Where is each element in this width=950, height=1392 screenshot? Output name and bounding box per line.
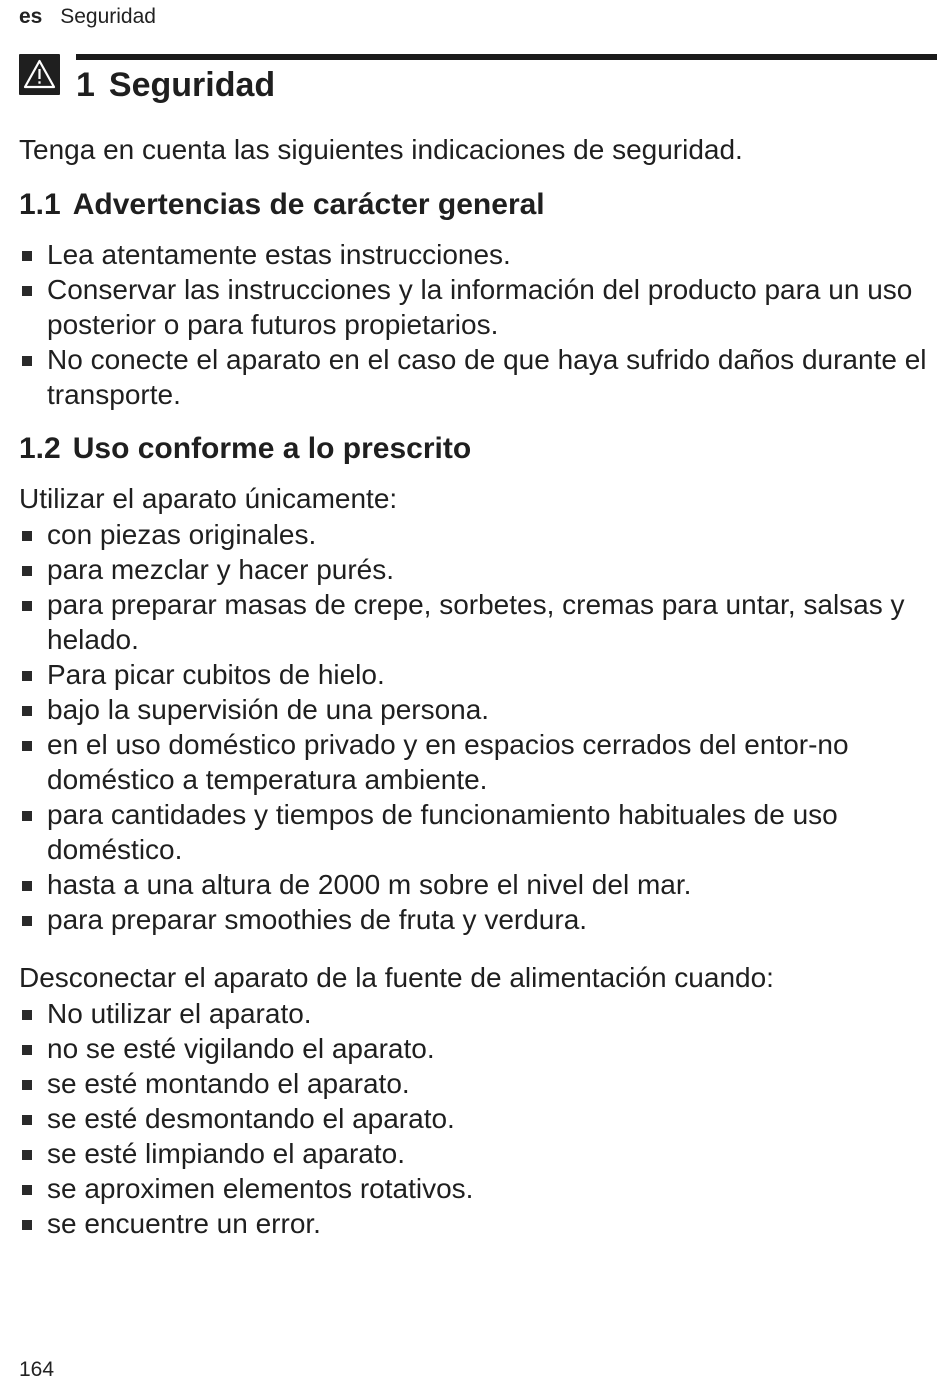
page-header	[19, 5, 156, 29]
title-number: 1	[76, 66, 95, 104]
list-item: No conecte el aparato en el caso de que haya sufrido daños durante el transporte.	[19, 342, 939, 412]
list-item: Conservar las instrucciones y la información del producto para un uso posterior o para futuros propietarios.	[19, 272, 939, 342]
list-item: se esté montando el aparato.	[19, 1066, 939, 1101]
list-item: se encuentre un error.	[19, 1206, 939, 1241]
list-item: bajo la supervisión de una persona.	[19, 692, 939, 727]
section-number: 1.2	[19, 432, 61, 465]
section-number: 1.1	[19, 188, 61, 221]
intro-text: Tenga en cuenta las siguientes indicaciones de seguridad.	[19, 134, 743, 165]
disconnect-lead-text: Desconectar el aparato de la fuente de alimentación cuando:	[19, 962, 774, 993]
section-title: Advertencias de carácter general	[72, 188, 545, 221]
section-title: Uso conforme a lo prescrito	[72, 432, 472, 465]
list-item: para mezclar y hacer purés.	[19, 552, 939, 587]
section-heading-general	[19, 188, 545, 222]
section-heading-use	[19, 432, 471, 466]
list-item: para preparar masas de crepe, sorbetes, cremas para untar, salsas y helado.	[19, 587, 939, 657]
language-code: es	[19, 5, 43, 28]
intended-use-list	[19, 517, 939, 937]
list-item: No utilizar el aparato.	[19, 996, 939, 1031]
title-text: Seguridad	[108, 66, 276, 104]
list-item: en el uso doméstico privado y en espacios cerrados del entor-no doméstico a temperatura ambiente.	[19, 727, 939, 797]
list-item: Lea atentamente estas instrucciones.	[19, 237, 939, 272]
header-section: Seguridad	[60, 5, 156, 28]
disconnect-conditions-list	[19, 996, 939, 1241]
warning-icon	[19, 54, 60, 95]
list-item: hasta a una altura de 2000 m sobre el nivel del mar.	[19, 867, 939, 902]
list-item: se aproximen elementos rotativos.	[19, 1171, 939, 1206]
header-rule	[76, 54, 937, 60]
list-item: Para picar cubitos de hielo.	[19, 657, 939, 692]
use-lead-text: Utilizar el aparato únicamente:	[19, 483, 398, 514]
list-item: se esté desmontando el aparato.	[19, 1101, 939, 1136]
general-warnings-list	[19, 237, 939, 412]
page-number: 164	[19, 1358, 55, 1381]
list-item: con piezas originales.	[19, 517, 939, 552]
page-title	[76, 66, 275, 105]
list-item: no se esté vigilando el aparato.	[19, 1031, 939, 1066]
list-item: se esté limpiando el aparato.	[19, 1136, 939, 1171]
list-item: para preparar smoothies de fruta y verdura.	[19, 902, 939, 937]
list-item: para cantidades y tiempos de funcionamiento habituales de uso doméstico.	[19, 797, 939, 867]
